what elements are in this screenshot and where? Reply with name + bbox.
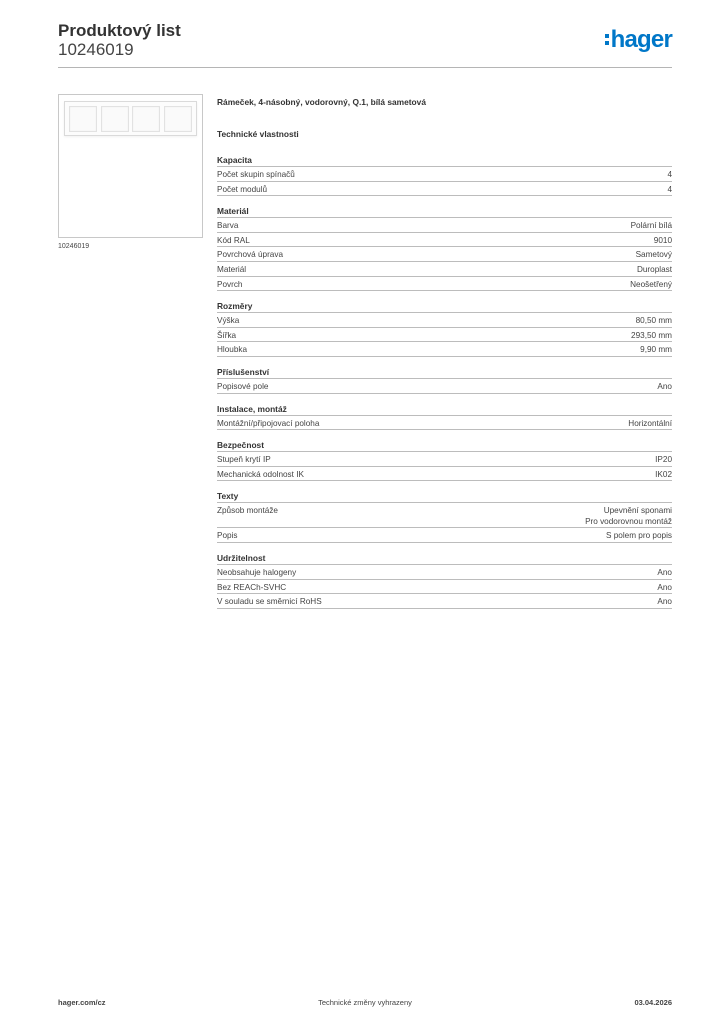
property-value-line: 293,50 mm	[631, 330, 672, 340]
property-row	[217, 503, 672, 528]
property-group	[217, 403, 672, 431]
property-row	[217, 565, 672, 580]
property-value-line: Upevnění sponami	[603, 506, 672, 516]
property-value	[667, 169, 672, 180]
property-label: Stupeň krytí IP	[217, 455, 271, 465]
property-value-line: Ano	[657, 582, 672, 592]
property-label: Neobsahuje halogeny	[217, 567, 297, 577]
frame-slot	[132, 106, 160, 132]
property-value	[636, 249, 672, 260]
property-row	[217, 452, 672, 467]
property-group	[217, 439, 672, 481]
group-title: Materiál	[217, 205, 672, 218]
property-groups	[217, 154, 672, 609]
property-label: Počet skupin spínačů	[217, 170, 295, 179]
product-details	[217, 97, 672, 618]
product-name: Rámeček, 4-násobný, vodorovný, Q.1, bílá sametová	[217, 97, 426, 107]
property-value	[628, 418, 672, 429]
property-label: Šířka	[217, 330, 237, 340]
group-title: Příslušenství	[217, 366, 672, 379]
property-group	[217, 490, 672, 543]
property-value-line: IK02	[655, 469, 672, 479]
property-row	[217, 247, 672, 262]
property-value	[657, 582, 672, 593]
section-title: Technické vlastnosti	[217, 129, 299, 139]
group-title: Bezpečnost	[217, 439, 672, 452]
property-value-line: Sametový	[635, 250, 672, 260]
group-title: Rozměry	[217, 300, 672, 313]
logo-text: hager	[610, 26, 672, 53]
property-row	[217, 182, 672, 197]
property-label: Materiál	[217, 264, 247, 274]
property-group	[217, 154, 672, 196]
property-value	[657, 596, 672, 607]
property-value-line: IP20	[655, 455, 672, 465]
property-value	[655, 469, 672, 480]
property-value-line: 9010	[653, 235, 672, 245]
property-row	[217, 262, 672, 277]
document-title: Produktový list	[58, 21, 181, 40]
hager-logo	[605, 28, 672, 52]
group-title: Instalace, montáž	[217, 403, 672, 416]
property-value	[655, 454, 672, 465]
property-label: Barva	[217, 221, 239, 231]
property-value	[631, 330, 672, 341]
product-image	[58, 94, 203, 238]
footer-date: 03.04.2026	[634, 998, 672, 1007]
group-title: Texty	[217, 490, 672, 503]
property-value-line: Horizontální	[628, 418, 672, 428]
property-value-line: Neošetřený	[630, 279, 672, 289]
property-row	[217, 416, 672, 431]
property-row	[217, 467, 672, 482]
property-row	[217, 167, 672, 182]
property-label: Kód RAL	[217, 235, 250, 245]
property-label: Montážní/připojovací poloha	[217, 418, 320, 428]
property-row	[217, 277, 672, 292]
property-row	[217, 594, 672, 609]
property-value-line: Pro vodorovnou montáž	[585, 517, 672, 527]
property-group	[217, 300, 672, 357]
property-label: Povrchová úprava	[217, 250, 283, 260]
property-group	[217, 205, 672, 291]
footer-website-link[interactable]: hager.com/cz	[58, 998, 106, 1007]
property-value-line: Ano	[657, 381, 672, 391]
page-header	[58, 22, 672, 68]
property-value	[654, 235, 672, 246]
image-caption: 10246019	[58, 243, 90, 250]
property-label: Hloubka	[217, 345, 248, 355]
frame-slot	[69, 106, 97, 132]
frame-illustration	[64, 101, 197, 136]
frame-slot	[164, 106, 192, 132]
property-row	[217, 342, 672, 357]
property-value-line: Polární bílá	[630, 221, 672, 231]
property-value	[637, 264, 672, 275]
property-group	[217, 552, 672, 609]
property-label: Způsob montáže	[217, 506, 278, 516]
property-row	[217, 328, 672, 343]
property-label: Mechanická odolnost IK	[217, 469, 304, 479]
frame-slot	[101, 106, 129, 132]
header-divider	[58, 67, 672, 68]
property-group	[217, 366, 672, 394]
property-value	[606, 530, 672, 541]
property-value-line: 9,90 mm	[640, 345, 672, 355]
property-row	[217, 218, 672, 233]
group-title: Kapacita	[217, 154, 672, 167]
property-value	[667, 184, 672, 195]
footer-disclaimer: Technické změny vyhrazeny	[318, 998, 412, 1007]
property-value	[630, 279, 672, 290]
property-value-line: Duroplast	[636, 264, 672, 274]
product-number: 10246019	[58, 40, 134, 59]
property-row	[217, 233, 672, 248]
property-row	[217, 528, 672, 543]
property-value-line: 4	[667, 170, 672, 179]
logo-colon-icon	[605, 34, 609, 45]
property-value-line: 4	[667, 184, 672, 194]
property-value-line: Ano	[657, 597, 672, 607]
property-value	[657, 381, 672, 392]
property-value-line: S polem pro popis	[606, 531, 672, 541]
property-row	[217, 379, 672, 394]
property-label: Bez REACh-SVHC	[217, 582, 287, 592]
property-value	[636, 315, 672, 326]
property-label: Povrch	[217, 279, 243, 289]
property-row	[217, 313, 672, 328]
property-value	[657, 567, 672, 578]
property-label: V souladu se směrnicí RoHS	[217, 597, 322, 607]
property-value-line: 80,50 mm	[635, 316, 672, 326]
property-row	[217, 580, 672, 595]
property-label: Výška	[217, 316, 240, 326]
property-label: Popisové pole	[217, 381, 269, 391]
property-label: Počet modulů	[217, 184, 268, 194]
group-title: Udržitelnost	[217, 552, 672, 565]
property-value-line: Ano	[657, 567, 672, 577]
property-value	[585, 505, 672, 527]
property-label: Popis	[217, 531, 238, 541]
property-value	[631, 220, 672, 231]
property-value	[640, 344, 672, 355]
